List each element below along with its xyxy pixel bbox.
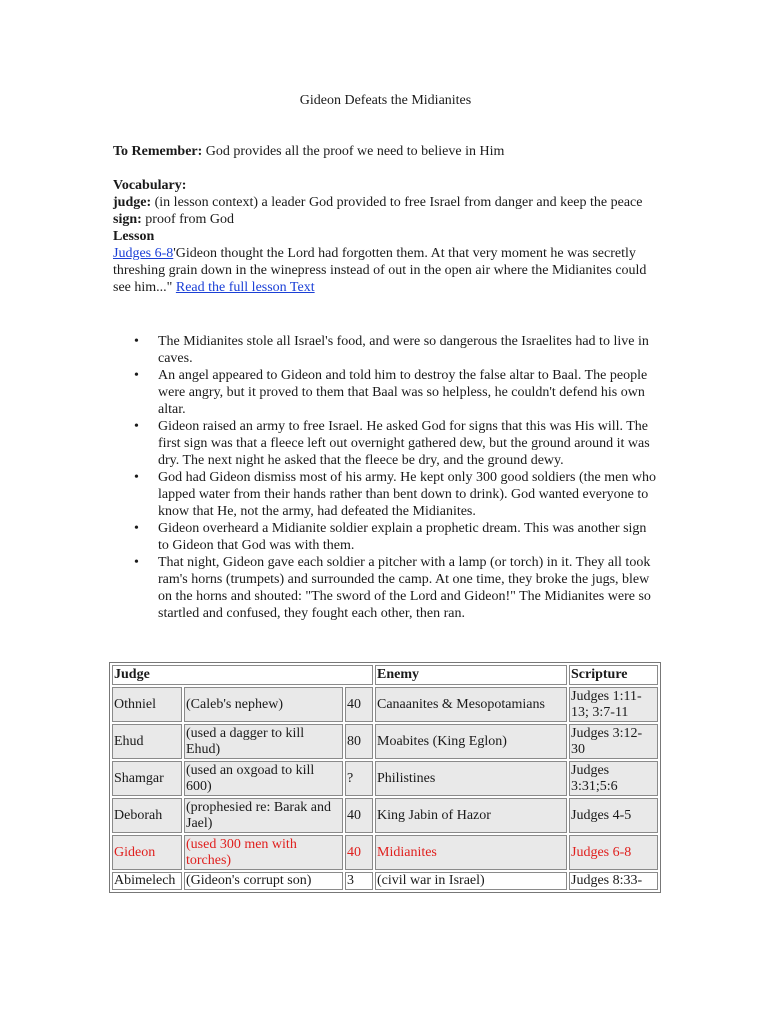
judge-scripture: Judges 4-5 [569,798,658,833]
judge-scripture: Judges 3:12-30 [569,724,658,759]
judges-table [109,662,661,893]
vocab-sign-term: sign: [113,212,142,227]
scripture-link[interactable]: Judges 6-8 [113,246,174,261]
judge-enemy: King Jabin of Hazor [375,798,567,833]
judge-enemy: Midianites [375,835,567,870]
judge-note: (used 300 men with torches) [184,835,343,870]
list-item: • Gideon overheard a Midianite soldier explain a prophetic dream. This was another sign to Gideon that God was with them. [113,520,658,554]
table-row-highlighted [112,835,658,870]
judge-note: (used an oxgoad to kill 600) [184,761,343,796]
judge-name: Gideon [112,835,182,870]
list-item: • God had Gideon dismiss most of his army. He kept only 300 good soldiers (the men who lapped water from their hands rather than bent down to drink). God wanted everyone to know that He, not the army, had defeated the Midianites. [113,469,658,520]
judge-name: Shamgar [112,761,182,796]
judge-note: (Caleb's nephew) [184,687,343,722]
judge-enemy: Canaanites & Mesopotamians [375,687,567,722]
list-item: • An angel appeared to Gideon and told him to destroy the false altar to Baal. The people were angry, but it proved to them that Baal was so helpless, he couldn't defend his own altar. [113,367,658,418]
list-item: • Gideon raised an army to free Israel. He asked God for signs that this was His will. The first sign was that a fleece left out overnight gathered dew, but the ground around it was dry. The next night he asked that the fleece be dry, and the ground dewy. [113,418,658,469]
judge-years: 40 [345,798,373,833]
judge-years: 80 [345,724,373,759]
vocab-sign-def: proof from God [145,212,234,227]
judge-years: 40 [345,687,373,722]
vocab-sign [113,211,658,228]
header-scripture: Scripture [569,665,658,685]
judge-years: 40 [345,835,373,870]
vocab-judge-def: (in lesson context) a leader God provided to free Israel from danger and keep the peace [154,195,643,210]
lesson-heading: Lesson [113,229,155,244]
judge-scripture: Judges 8:33- [569,872,658,890]
judge-name: Deborah [112,798,182,833]
to-remember-label: To Remember: [113,144,203,159]
to-remember-text: God provides all the proof we need to believe in Him [205,144,505,159]
lesson-quote: 'Gideon thought the Lord had forgotten them. At that very moment he was secretly threshing grain down in the winepress instead of out in the open air where the Midianites could see him..." [113,246,647,295]
judge-scripture: Judges 1:11-13; 3:7-11 [569,687,658,722]
judge-note: (used a dagger to kill Ehud) [184,724,343,759]
header-judge: Judge [112,665,373,685]
judge-scripture: Judges 6-8 [569,835,658,870]
lesson-intro [113,245,658,296]
judge-name: Abimelech [112,872,182,890]
lesson-bullets [113,333,658,622]
judge-note: (prophesied re: Barak and Jael) [184,798,343,833]
judge-scripture: Judges 3:31;5:6 [569,761,658,796]
judge-enemy: (civil war in Israel) [375,872,567,890]
judge-years: ? [345,761,373,796]
full-lesson-link[interactable]: Read the full lesson Text [175,280,315,295]
page-title: Gideon Defeats the Midianites [299,93,472,108]
table-row [112,761,658,796]
judge-note: (Gideon's corrupt son) [184,872,343,890]
vocab-judge [113,194,658,211]
vocab-judge-term: judge: [113,195,152,210]
judge-name: Ehud [112,724,182,759]
table-row [112,872,658,890]
vocabulary-section [113,177,658,296]
table-row [112,724,658,759]
judge-enemy: Moabites (King Eglon) [375,724,567,759]
table-header-row [112,665,658,685]
table-row [112,798,658,833]
table-row [112,687,658,722]
list-item: • The Midianites stole all Israel's food, and were so dangerous the Israelites had to live in caves. [113,333,658,367]
judge-enemy: Philistines [375,761,567,796]
judge-name: Othniel [112,687,182,722]
judge-years: 3 [345,872,373,890]
to-remember [113,143,504,160]
list-item: • That night, Gideon gave each soldier a pitcher with a lamp (or torch) in it. They all took ram's horns (trumpets) and surrounded the camp. At one time, they broke the jugs, blew on the horns and shouted: "The sword of the Lord and Gideon!" The Midianites were so startled and confused, they fought each other, then ran. [113,554,658,622]
header-enemy: Enemy [375,665,567,685]
vocabulary-heading: Vocabulary: [113,178,187,193]
